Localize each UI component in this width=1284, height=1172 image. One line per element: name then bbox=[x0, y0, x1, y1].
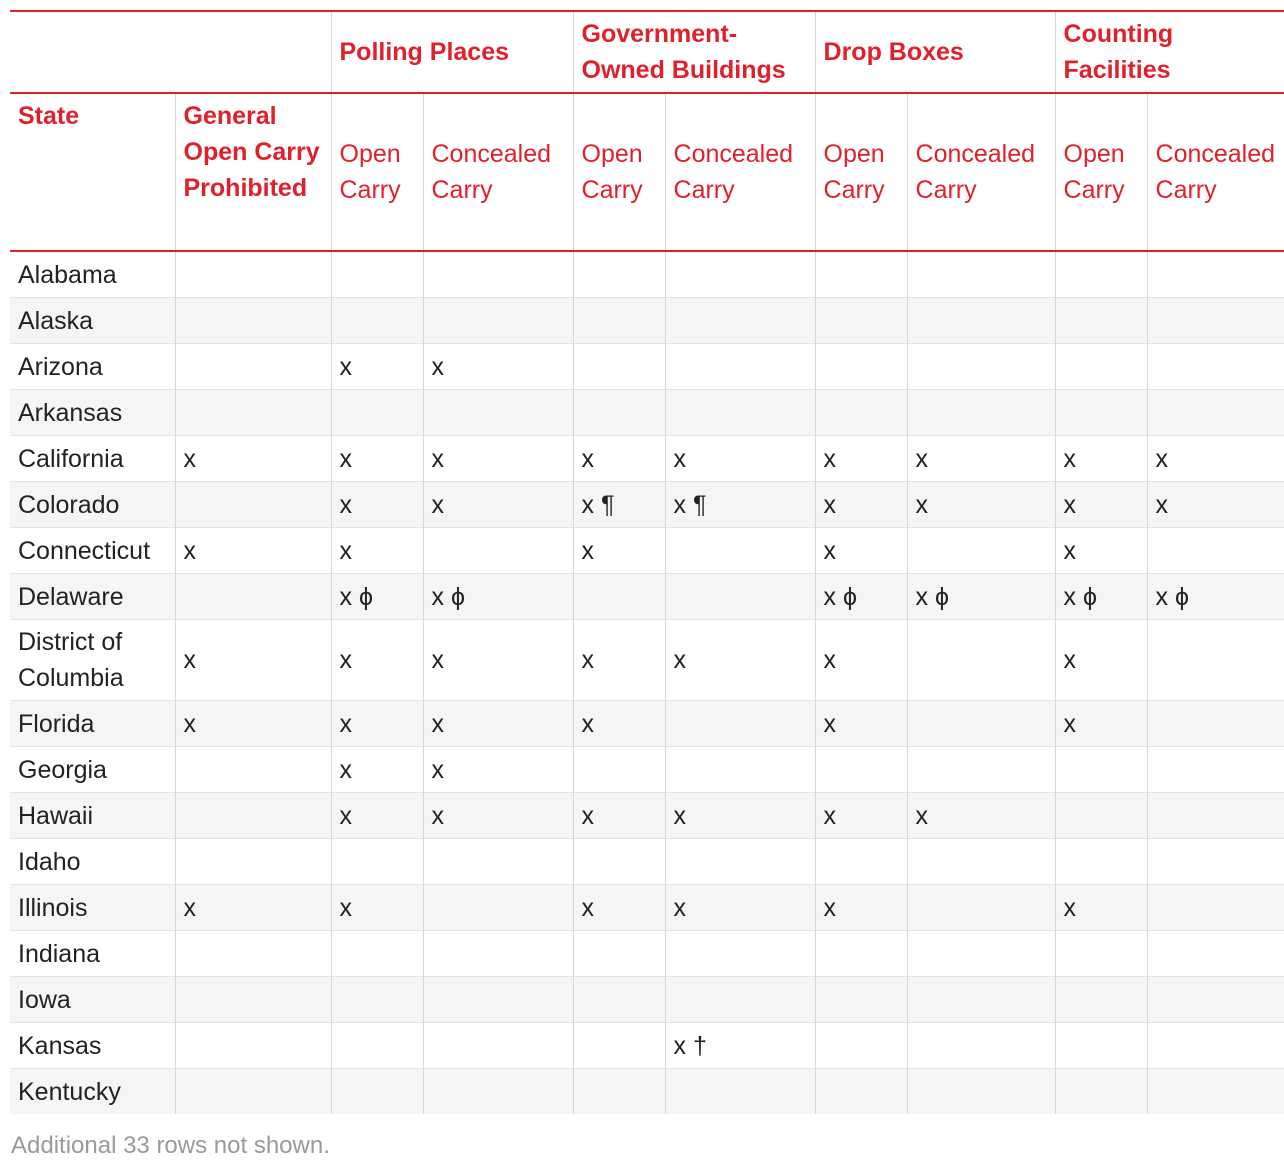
cell-counting-open: x ϕ bbox=[1055, 574, 1147, 620]
cell-general-open-carry: x bbox=[175, 620, 331, 701]
cell-counting-concealed bbox=[1147, 931, 1284, 977]
cell-polling-open bbox=[331, 839, 423, 885]
group-header-polling: Polling Places bbox=[331, 11, 573, 93]
cell-gov-concealed bbox=[665, 390, 815, 436]
cell-drop-open: x bbox=[815, 482, 907, 528]
state-name-cell: Alabama bbox=[10, 251, 175, 298]
cell-gov-open bbox=[573, 931, 665, 977]
state-name-cell: Hawaii bbox=[10, 793, 175, 839]
column-header-drop-concealed: Concealed Carry bbox=[907, 93, 1055, 251]
cell-gov-open bbox=[573, 344, 665, 390]
cell-gov-concealed bbox=[665, 574, 815, 620]
cell-drop-concealed bbox=[907, 390, 1055, 436]
cell-drop-open: x bbox=[815, 793, 907, 839]
cell-gov-open: x bbox=[573, 885, 665, 931]
cell-drop-concealed bbox=[907, 839, 1055, 885]
cell-gov-open bbox=[573, 251, 665, 298]
cell-drop-concealed bbox=[907, 977, 1055, 1023]
cell-drop-open: x ϕ bbox=[815, 574, 907, 620]
cell-gov-concealed bbox=[665, 977, 815, 1023]
cell-polling-concealed: x bbox=[423, 482, 573, 528]
cell-general-open-carry bbox=[175, 1023, 331, 1069]
cell-counting-open bbox=[1055, 839, 1147, 885]
cell-gov-open bbox=[573, 390, 665, 436]
group-header-gov-buildings: Government-Owned Buildings bbox=[573, 11, 815, 93]
cell-polling-open: x bbox=[331, 436, 423, 482]
table-row bbox=[10, 436, 1284, 482]
cell-counting-open: x bbox=[1055, 482, 1147, 528]
cell-gov-concealed bbox=[665, 701, 815, 747]
table-row bbox=[10, 793, 1284, 839]
cell-polling-open bbox=[331, 1023, 423, 1069]
cell-polling-concealed bbox=[423, 390, 573, 436]
cell-counting-open bbox=[1055, 1023, 1147, 1069]
cell-polling-concealed bbox=[423, 1069, 573, 1115]
state-name-cell: Idaho bbox=[10, 839, 175, 885]
cell-counting-concealed bbox=[1147, 977, 1284, 1023]
cell-polling-concealed: x bbox=[423, 793, 573, 839]
table-row bbox=[10, 885, 1284, 931]
cell-counting-concealed bbox=[1147, 620, 1284, 701]
cell-polling-concealed: x bbox=[423, 344, 573, 390]
cell-drop-concealed bbox=[907, 1023, 1055, 1069]
cell-polling-concealed bbox=[423, 885, 573, 931]
cell-counting-concealed: x ϕ bbox=[1147, 574, 1284, 620]
cell-gov-concealed bbox=[665, 839, 815, 885]
column-header-counting-concealed: Concealed Carry bbox=[1147, 93, 1284, 251]
cell-polling-open bbox=[331, 977, 423, 1023]
cell-counting-concealed: x bbox=[1147, 482, 1284, 528]
cell-drop-open bbox=[815, 1069, 907, 1115]
cell-gov-open bbox=[573, 977, 665, 1023]
cell-counting-concealed bbox=[1147, 1069, 1284, 1115]
cell-general-open-carry bbox=[175, 390, 331, 436]
table-row bbox=[10, 390, 1284, 436]
cell-gov-concealed bbox=[665, 747, 815, 793]
cell-drop-open bbox=[815, 747, 907, 793]
group-header-drop-boxes: Drop Boxes bbox=[815, 11, 1055, 93]
cell-polling-concealed bbox=[423, 931, 573, 977]
cell-polling-open: x bbox=[331, 885, 423, 931]
cell-general-open-carry: x bbox=[175, 528, 331, 574]
cell-counting-open bbox=[1055, 390, 1147, 436]
cell-polling-concealed bbox=[423, 251, 573, 298]
cell-drop-concealed: x ϕ bbox=[907, 574, 1055, 620]
cell-counting-concealed bbox=[1147, 251, 1284, 298]
cell-drop-open: x bbox=[815, 620, 907, 701]
cell-polling-concealed: x bbox=[423, 620, 573, 701]
cell-gov-concealed: x bbox=[665, 793, 815, 839]
table-row bbox=[10, 977, 1284, 1023]
cell-gov-open: x ¶ bbox=[573, 482, 665, 528]
table-row bbox=[10, 1023, 1284, 1069]
state-name-cell: Iowa bbox=[10, 977, 175, 1023]
cell-counting-open bbox=[1055, 747, 1147, 793]
table-row bbox=[10, 528, 1284, 574]
cell-drop-concealed bbox=[907, 298, 1055, 344]
cell-gov-open: x bbox=[573, 701, 665, 747]
table-row bbox=[10, 298, 1284, 344]
group-header-blank bbox=[10, 11, 331, 93]
cell-counting-open bbox=[1055, 793, 1147, 839]
table-row bbox=[10, 931, 1284, 977]
group-header-counting: Counting Facilities bbox=[1055, 11, 1284, 93]
table-row bbox=[10, 344, 1284, 390]
cell-counting-open: x bbox=[1055, 620, 1147, 701]
cell-general-open-carry bbox=[175, 482, 331, 528]
cell-drop-open bbox=[815, 251, 907, 298]
cell-general-open-carry bbox=[175, 839, 331, 885]
state-name-cell: Kansas bbox=[10, 1023, 175, 1069]
cell-gov-concealed bbox=[665, 251, 815, 298]
gun-laws-table bbox=[10, 10, 1284, 1114]
table-row bbox=[10, 839, 1284, 885]
cell-gov-open: x bbox=[573, 620, 665, 701]
cell-drop-open bbox=[815, 298, 907, 344]
state-name-cell: Florida bbox=[10, 701, 175, 747]
cell-drop-open: x bbox=[815, 528, 907, 574]
cell-general-open-carry bbox=[175, 747, 331, 793]
column-header-polling-open: Open Carry bbox=[331, 93, 423, 251]
cell-gov-open bbox=[573, 747, 665, 793]
table-row bbox=[10, 620, 1284, 701]
cell-general-open-carry bbox=[175, 931, 331, 977]
column-header-counting-open: Open Carry bbox=[1055, 93, 1147, 251]
cell-drop-concealed: x bbox=[907, 482, 1055, 528]
cell-drop-open bbox=[815, 931, 907, 977]
cell-drop-open bbox=[815, 344, 907, 390]
cell-polling-concealed bbox=[423, 528, 573, 574]
cell-drop-concealed bbox=[907, 747, 1055, 793]
cell-gov-open: x bbox=[573, 436, 665, 482]
table-row bbox=[10, 482, 1284, 528]
cell-polling-concealed: x ϕ bbox=[423, 574, 573, 620]
cell-counting-open bbox=[1055, 931, 1147, 977]
state-name-cell: Indiana bbox=[10, 931, 175, 977]
cell-polling-concealed bbox=[423, 298, 573, 344]
column-header-drop-open: Open Carry bbox=[815, 93, 907, 251]
state-name-cell: California bbox=[10, 436, 175, 482]
cell-polling-open: x bbox=[331, 620, 423, 701]
cell-gov-open: x bbox=[573, 528, 665, 574]
cell-polling-open bbox=[331, 251, 423, 298]
cell-polling-concealed: x bbox=[423, 747, 573, 793]
cell-drop-concealed: x bbox=[907, 793, 1055, 839]
cell-counting-open bbox=[1055, 298, 1147, 344]
cell-polling-concealed: x bbox=[423, 701, 573, 747]
cell-drop-concealed bbox=[907, 528, 1055, 574]
table-body bbox=[10, 251, 1284, 1114]
cell-gov-open: x bbox=[573, 793, 665, 839]
cell-gov-concealed: x bbox=[665, 885, 815, 931]
cell-drop-open bbox=[815, 839, 907, 885]
cell-polling-concealed bbox=[423, 839, 573, 885]
cell-polling-open: x bbox=[331, 482, 423, 528]
column-header-gov-open: Open Carry bbox=[573, 93, 665, 251]
cell-gov-open bbox=[573, 298, 665, 344]
cell-general-open-carry: x bbox=[175, 436, 331, 482]
state-name-cell: Georgia bbox=[10, 747, 175, 793]
state-name-cell: Illinois bbox=[10, 885, 175, 931]
cell-gov-open bbox=[573, 839, 665, 885]
cell-drop-concealed bbox=[907, 931, 1055, 977]
state-name-cell: Colorado bbox=[10, 482, 175, 528]
table-row bbox=[10, 251, 1284, 298]
cell-polling-concealed: x bbox=[423, 436, 573, 482]
column-header-state: State bbox=[10, 93, 175, 251]
cell-drop-open: x bbox=[815, 701, 907, 747]
cell-polling-open: x bbox=[331, 344, 423, 390]
cell-polling-open: x bbox=[331, 747, 423, 793]
cell-drop-concealed bbox=[907, 344, 1055, 390]
cell-counting-open bbox=[1055, 1069, 1147, 1115]
cell-gov-concealed bbox=[665, 1069, 815, 1115]
sub-header-row bbox=[10, 93, 1284, 251]
cell-counting-concealed bbox=[1147, 885, 1284, 931]
cell-counting-concealed bbox=[1147, 839, 1284, 885]
cell-gov-concealed bbox=[665, 931, 815, 977]
cell-counting-concealed bbox=[1147, 701, 1284, 747]
table-row bbox=[10, 701, 1284, 747]
cell-polling-concealed bbox=[423, 977, 573, 1023]
cell-gov-open bbox=[573, 1023, 665, 1069]
cell-polling-open bbox=[331, 1069, 423, 1115]
cell-polling-open: x ϕ bbox=[331, 574, 423, 620]
cell-gov-concealed: x † bbox=[665, 1023, 815, 1069]
state-name-cell: Arizona bbox=[10, 344, 175, 390]
cell-counting-concealed bbox=[1147, 390, 1284, 436]
cell-general-open-carry: x bbox=[175, 885, 331, 931]
rows-not-shown-note: Additional 33 rows not shown. bbox=[11, 1132, 330, 1159]
cell-counting-concealed bbox=[1147, 1023, 1284, 1069]
table-row bbox=[10, 574, 1284, 620]
column-header-polling-concealed: Concealed Carry bbox=[423, 93, 573, 251]
table-row bbox=[10, 1069, 1284, 1115]
cell-counting-concealed bbox=[1147, 747, 1284, 793]
cell-polling-concealed bbox=[423, 1023, 573, 1069]
cell-counting-concealed bbox=[1147, 344, 1284, 390]
cell-counting-open bbox=[1055, 977, 1147, 1023]
cell-counting-concealed bbox=[1147, 793, 1284, 839]
cell-general-open-carry bbox=[175, 344, 331, 390]
cell-drop-concealed: x bbox=[907, 436, 1055, 482]
column-header-general-open-carry: General Open Carry Prohibited bbox=[175, 93, 331, 251]
cell-general-open-carry bbox=[175, 1069, 331, 1115]
cell-counting-open: x bbox=[1055, 885, 1147, 931]
cell-polling-open: x bbox=[331, 701, 423, 747]
cell-drop-concealed bbox=[907, 251, 1055, 298]
state-name-cell: Delaware bbox=[10, 574, 175, 620]
cell-counting-concealed bbox=[1147, 298, 1284, 344]
cell-counting-open bbox=[1055, 251, 1147, 298]
cell-drop-open bbox=[815, 1023, 907, 1069]
cell-polling-open: x bbox=[331, 528, 423, 574]
table-row bbox=[10, 747, 1284, 793]
cell-drop-concealed bbox=[907, 1069, 1055, 1115]
cell-gov-concealed bbox=[665, 528, 815, 574]
cell-general-open-carry bbox=[175, 251, 331, 298]
cell-gov-concealed bbox=[665, 344, 815, 390]
cell-drop-open bbox=[815, 390, 907, 436]
cell-polling-open: x bbox=[331, 793, 423, 839]
cell-general-open-carry: x bbox=[175, 701, 331, 747]
cell-gov-concealed: x bbox=[665, 436, 815, 482]
cell-counting-open bbox=[1055, 344, 1147, 390]
table-header bbox=[10, 11, 1284, 251]
cell-general-open-carry bbox=[175, 574, 331, 620]
cell-general-open-carry bbox=[175, 977, 331, 1023]
cell-gov-concealed: x ¶ bbox=[665, 482, 815, 528]
state-name-cell: Arkansas bbox=[10, 390, 175, 436]
state-name-cell: District of Columbia bbox=[10, 620, 175, 701]
gun-laws-table-container[interactable] bbox=[10, 10, 1276, 1114]
cell-drop-concealed bbox=[907, 885, 1055, 931]
cell-gov-concealed bbox=[665, 298, 815, 344]
cell-drop-open: x bbox=[815, 885, 907, 931]
cell-drop-open bbox=[815, 977, 907, 1023]
cell-drop-concealed bbox=[907, 620, 1055, 701]
cell-polling-open bbox=[331, 931, 423, 977]
group-header-row bbox=[10, 11, 1284, 93]
cell-gov-open bbox=[573, 574, 665, 620]
state-name-cell: Kentucky bbox=[10, 1069, 175, 1115]
state-name-cell: Alaska bbox=[10, 298, 175, 344]
cell-counting-open: x bbox=[1055, 701, 1147, 747]
cell-gov-concealed: x bbox=[665, 620, 815, 701]
cell-counting-concealed bbox=[1147, 528, 1284, 574]
cell-general-open-carry bbox=[175, 793, 331, 839]
cell-counting-concealed: x bbox=[1147, 436, 1284, 482]
cell-drop-open: x bbox=[815, 436, 907, 482]
cell-counting-open: x bbox=[1055, 436, 1147, 482]
cell-gov-open bbox=[573, 1069, 665, 1115]
cell-counting-open: x bbox=[1055, 528, 1147, 574]
cell-general-open-carry bbox=[175, 298, 331, 344]
state-name-cell: Connecticut bbox=[10, 528, 175, 574]
column-header-gov-concealed: Concealed Carry bbox=[665, 93, 815, 251]
cell-polling-open bbox=[331, 298, 423, 344]
cell-drop-concealed bbox=[907, 701, 1055, 747]
cell-polling-open bbox=[331, 390, 423, 436]
